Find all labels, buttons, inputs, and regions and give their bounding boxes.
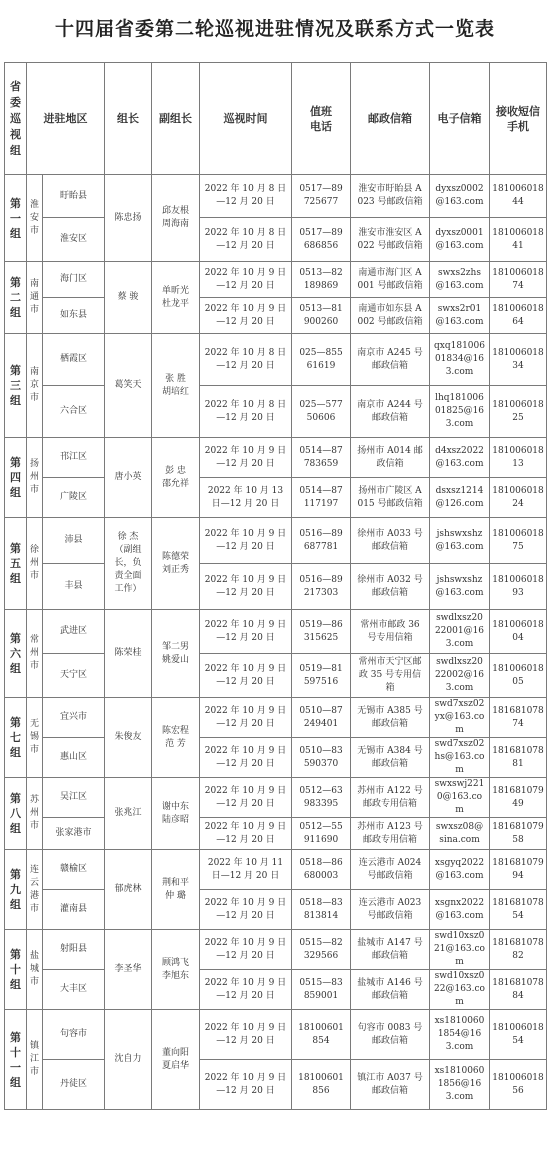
group-leader: 陈荣桂 — [105, 610, 152, 698]
inspection-period: 2022 年 10 月 13 日—12 月 20 日 — [200, 478, 292, 518]
city-name: 镇江市 — [27, 1010, 43, 1110]
group-leader: 张兆江 — [105, 778, 152, 850]
group-leader: 葛笑天 — [105, 334, 152, 438]
group-name: 第五组 — [5, 518, 27, 610]
postbox: 南通市海门区 A001 号邮政信箱 — [351, 262, 430, 298]
duty-phone: 0519—81597516 — [292, 654, 351, 698]
postbox: 连云港市 A024 号邮政信箱 — [351, 850, 430, 890]
email-address: lhq18100601825@163.com — [430, 386, 490, 438]
district-name: 盱眙县 — [43, 175, 105, 218]
postbox: 连云港市 A023 号邮政信箱 — [351, 890, 430, 930]
duty-phone: 0515—83859001 — [292, 970, 351, 1010]
table-row — [5, 518, 547, 564]
header-postbox: 邮政信箱 — [351, 63, 430, 175]
duty-phone: 0512—55911690 — [292, 818, 351, 850]
sms-phone: 18100601874 — [490, 262, 547, 298]
duty-phone: 0516—89687781 — [292, 518, 351, 564]
sms-phone: 18100601844 — [490, 175, 547, 218]
sms-phone: 18168107994 — [490, 850, 547, 890]
header-group: 省委巡视组 — [5, 63, 27, 175]
deputy-leaders: 邹二男 姚爱山 — [152, 610, 200, 698]
email-address: swxswj2210@163.com — [430, 778, 490, 818]
district-name: 宜兴市 — [43, 698, 105, 738]
inspection-period: 2022 年 10 月 9 日—12 月 20 日 — [200, 970, 292, 1010]
table-row — [5, 262, 547, 298]
inspection-period: 2022 年 10 月 9 日—12 月 20 日 — [200, 610, 292, 654]
postbox: 徐州市 A032 号邮政信箱 — [351, 564, 430, 610]
sms-phone: 18100601864 — [490, 298, 547, 334]
district-name: 句容市 — [43, 1010, 105, 1060]
inspection-period: 2022 年 10 月 11 日—12 月 20 日 — [200, 850, 292, 890]
inspection-period: 2022 年 10 月 9 日—12 月 20 日 — [200, 818, 292, 850]
postbox: 苏州市 A122 号邮政专用信箱 — [351, 778, 430, 818]
table-row — [5, 386, 547, 438]
inspection-period: 2022 年 10 月 9 日—12 月 20 日 — [200, 438, 292, 478]
postbox: 南通市如东县 A002 号邮政信箱 — [351, 298, 430, 334]
table-row — [5, 698, 547, 738]
city-name: 南通市 — [27, 262, 43, 334]
contact-table — [4, 62, 547, 1110]
email-address: jshswxshz@163.com — [430, 564, 490, 610]
inspection-period: 2022 年 10 月 9 日—12 月 20 日 — [200, 262, 292, 298]
email-address: swd10xsz022@163.com — [430, 970, 490, 1010]
postbox: 镇江市 A037 号邮政信箱 — [351, 1060, 430, 1110]
duty-phone: 0517—89725677 — [292, 175, 351, 218]
deputy-leaders: 荆和平 仲 璐 — [152, 850, 200, 930]
city-name: 无锡市 — [27, 698, 43, 778]
email-address: swxs2zhs@163.com — [430, 262, 490, 298]
group-name: 第三组 — [5, 334, 27, 438]
inspection-period: 2022 年 10 月 8 日—12 月 20 日 — [200, 218, 292, 262]
district-name: 栖霞区 — [43, 334, 105, 386]
table-row — [5, 890, 547, 930]
city-name: 徐州市 — [27, 518, 43, 610]
group-leader: 李圣华 — [105, 930, 152, 1010]
table-row — [5, 298, 547, 334]
duty-phone: 025—85561619 — [292, 334, 351, 386]
duty-phone: 0513—81900260 — [292, 298, 351, 334]
header-region: 进驻地区 — [27, 63, 105, 175]
postbox: 扬州市广陵区 A015 号邮政信箱 — [351, 478, 430, 518]
header-duty-phone: 值班电话 — [292, 63, 351, 175]
email-address: swd7xsz02hs@163.com — [430, 738, 490, 778]
district-name: 射阳县 — [43, 930, 105, 970]
group-leader: 郁虎林 — [105, 850, 152, 930]
email-address: xsgnx2022@163.com — [430, 890, 490, 930]
email-address: swxs2r01@163.com — [430, 298, 490, 334]
sms-phone: 18100601804 — [490, 610, 547, 654]
postbox: 常州市邮政 36 号专用信箱 — [351, 610, 430, 654]
sms-phone: 18100601834 — [490, 334, 547, 386]
table-row — [5, 1010, 547, 1060]
district-name: 大丰区 — [43, 970, 105, 1010]
district-name: 海门区 — [43, 262, 105, 298]
district-name: 惠山区 — [43, 738, 105, 778]
duty-phone: 0512—63983395 — [292, 778, 351, 818]
group-leader: 蔡 骏 — [105, 262, 152, 334]
sms-phone: 18100601893 — [490, 564, 547, 610]
email-address: jshswxshz@163.com — [430, 518, 490, 564]
inspection-period: 2022 年 10 月 9 日—12 月 20 日 — [200, 778, 292, 818]
district-name: 沛县 — [43, 518, 105, 564]
district-name: 天宁区 — [43, 654, 105, 698]
table-row — [5, 218, 547, 262]
email-address: swdlxsz2022001@163.com — [430, 610, 490, 654]
inspection-period: 2022 年 10 月 8 日—12 月 20 日 — [200, 386, 292, 438]
duty-phone: 0518—83813814 — [292, 890, 351, 930]
district-name: 吴江区 — [43, 778, 105, 818]
table-row — [5, 930, 547, 970]
district-name: 丹徒区 — [43, 1060, 105, 1110]
postbox: 盐城市 A146 号邮政信箱 — [351, 970, 430, 1010]
duty-phone: 18100601856 — [292, 1060, 351, 1110]
header-period: 巡视时间 — [200, 63, 292, 175]
city-name: 常州市 — [27, 610, 43, 698]
sms-phone: 18100601813 — [490, 438, 547, 478]
group-leader: 徐 杰（副组长，负责全面工作） — [105, 518, 152, 610]
table-row — [5, 175, 547, 218]
district-name: 丰县 — [43, 564, 105, 610]
postbox: 南京市 A244 号邮政信箱 — [351, 386, 430, 438]
group-name: 第十一组 — [5, 1010, 27, 1110]
district-name: 张家港市 — [43, 818, 105, 850]
city-name: 苏州市 — [27, 778, 43, 850]
sms-phone: 18100601841 — [490, 218, 547, 262]
table-row — [5, 1060, 547, 1110]
postbox: 苏州市 A123 号邮政专用信箱 — [351, 818, 430, 850]
header-sms: 接收短信手机 — [490, 63, 547, 175]
group-name: 第六组 — [5, 610, 27, 698]
inspection-period: 2022 年 10 月 9 日—12 月 20 日 — [200, 890, 292, 930]
inspection-period: 2022 年 10 月 8 日—12 月 20 日 — [200, 334, 292, 386]
header-row — [5, 63, 547, 175]
deputy-leaders: 张 胜 胡培红 — [152, 334, 200, 438]
inspection-period: 2022 年 10 月 9 日—12 月 20 日 — [200, 738, 292, 778]
table-row — [5, 438, 547, 478]
duty-phone: 0515—82329566 — [292, 930, 351, 970]
postbox: 常州市天宁区邮政 35 号专用信箱 — [351, 654, 430, 698]
district-name: 广陵区 — [43, 478, 105, 518]
duty-phone: 0518—86680003 — [292, 850, 351, 890]
inspection-period: 2022 年 10 月 9 日—12 月 20 日 — [200, 518, 292, 564]
district-name: 六合区 — [43, 386, 105, 438]
district-name: 邗江区 — [43, 438, 105, 478]
duty-phone: 0517—89686856 — [292, 218, 351, 262]
deputy-leaders: 彭 忠 邵允祥 — [152, 438, 200, 518]
group-name: 第四组 — [5, 438, 27, 518]
sms-phone: 18100601824 — [490, 478, 547, 518]
duty-phone: 0510—83590370 — [292, 738, 351, 778]
group-leader: 唐小英 — [105, 438, 152, 518]
city-name: 扬州市 — [27, 438, 43, 518]
group-leader: 朱俊友 — [105, 698, 152, 778]
table-row — [5, 334, 547, 386]
group-name: 第七组 — [5, 698, 27, 778]
postbox: 淮安市盱眙县 A023 号邮政信箱 — [351, 175, 430, 218]
inspection-period: 2022 年 10 月 9 日—12 月 20 日 — [200, 298, 292, 334]
duty-phone: 0514—87117197 — [292, 478, 351, 518]
postbox: 无锡市 A384 号邮政信箱 — [351, 738, 430, 778]
table-row — [5, 778, 547, 818]
email-address: d4xsz2022@163.com — [430, 438, 490, 478]
postbox: 扬州市 A014 邮政信箱 — [351, 438, 430, 478]
email-address: dyxsz0001@163.com — [430, 218, 490, 262]
email-address: dyxsz0002@163.com — [430, 175, 490, 218]
postbox: 无锡市 A385 号邮政信箱 — [351, 698, 430, 738]
deputy-leaders: 邱友根 周海南 — [152, 175, 200, 262]
duty-phone: 0513—82189869 — [292, 262, 351, 298]
table-row — [5, 654, 547, 698]
table-row — [5, 564, 547, 610]
email-address: xsgyq2022@163.com — [430, 850, 490, 890]
group-leader: 沈自力 — [105, 1010, 152, 1110]
sms-phone: 18168107958 — [490, 818, 547, 850]
inspection-period: 2022 年 10 月 9 日—12 月 20 日 — [200, 564, 292, 610]
group-name: 第十组 — [5, 930, 27, 1010]
inspection-period: 2022 年 10 月 8 日—12 月 20 日 — [200, 175, 292, 218]
sms-phone: 18168107854 — [490, 890, 547, 930]
district-name: 武进区 — [43, 610, 105, 654]
group-leader: 陈忠扬 — [105, 175, 152, 262]
table-row — [5, 478, 547, 518]
postbox: 南京市 A245 号邮政信箱 — [351, 334, 430, 386]
page-title: 十四届省委第二轮巡视进驻情况及联系方式一览表 — [54, 18, 495, 40]
inspection-period: 2022 年 10 月 9 日—12 月 20 日 — [200, 1060, 292, 1110]
table-row — [5, 738, 547, 778]
city-name: 南京市 — [27, 334, 43, 438]
sms-phone: 18100601875 — [490, 518, 547, 564]
group-name: 第一组 — [5, 175, 27, 262]
email-address: qxq18100601834@163.com — [430, 334, 490, 386]
city-name: 连云港市 — [27, 850, 43, 930]
email-address: xs18100601856@163.com — [430, 1060, 490, 1110]
postbox: 句容市 0083 号邮政信箱 — [351, 1010, 430, 1060]
header-email: 电子信箱 — [430, 63, 490, 175]
group-name: 第二组 — [5, 262, 27, 334]
header-leader: 组长 — [105, 63, 152, 175]
deputy-leaders: 顾鸿飞 李旭东 — [152, 930, 200, 1010]
sms-phone: 18168107884 — [490, 970, 547, 1010]
sms-phone: 18100601805 — [490, 654, 547, 698]
email-address: xs18100601854@163.com — [430, 1010, 490, 1060]
postbox: 徐州市 A033 号邮政信箱 — [351, 518, 430, 564]
sms-phone: 18168107949 — [490, 778, 547, 818]
deputy-leaders: 谢中东 陆彦昭 — [152, 778, 200, 850]
sms-phone: 18100601854 — [490, 1010, 547, 1060]
deputy-leaders: 董向阳 夏启华 — [152, 1010, 200, 1110]
group-name: 第八组 — [5, 778, 27, 850]
inspection-period: 2022 年 10 月 9 日—12 月 20 日 — [200, 654, 292, 698]
deputy-leaders: 单昕光 杜龙平 — [152, 262, 200, 334]
email-address: swxsz08@sina.com — [430, 818, 490, 850]
district-name: 淮安区 — [43, 218, 105, 262]
table-row — [5, 850, 547, 890]
duty-phone: 0510—87249401 — [292, 698, 351, 738]
postbox: 盐城市 A147 号邮政信箱 — [351, 930, 430, 970]
deputy-leaders: 陈德荣 刘正秀 — [152, 518, 200, 610]
district-name: 灌南县 — [43, 890, 105, 930]
city-name: 盐城市 — [27, 930, 43, 1010]
email-address: swdlxsz2022002@163.com — [430, 654, 490, 698]
duty-phone: 0519—86315625 — [292, 610, 351, 654]
email-address: dsxsz1214@126.com — [430, 478, 490, 518]
sms-phone: 18100601825 — [490, 386, 547, 438]
email-address: swd10xsz021@163.com — [430, 930, 490, 970]
group-name: 第九组 — [5, 850, 27, 930]
sms-phone: 18100601856 — [490, 1060, 547, 1110]
header-deputy: 副组长 — [152, 63, 200, 175]
sms-phone: 18168107881 — [490, 738, 547, 778]
district-name: 如东县 — [43, 298, 105, 334]
table-row — [5, 610, 547, 654]
inspection-period: 2022 年 10 月 9 日—12 月 20 日 — [200, 1010, 292, 1060]
duty-phone: 0514—87783659 — [292, 438, 351, 478]
district-name: 赣榆区 — [43, 850, 105, 890]
duty-phone: 0516—89217303 — [292, 564, 351, 610]
inspection-period: 2022 年 10 月 9 日—12 月 20 日 — [200, 698, 292, 738]
inspection-period: 2022 年 10 月 9 日—12 月 20 日 — [200, 930, 292, 970]
table-row — [5, 970, 547, 1010]
email-address: swd7xsz02yx@163.com — [430, 698, 490, 738]
postbox: 淮安市淮安区 A022 号邮政信箱 — [351, 218, 430, 262]
deputy-leaders: 陈宏程 范 芳 — [152, 698, 200, 778]
sms-phone: 18168107874 — [490, 698, 547, 738]
duty-phone: 18100601854 — [292, 1010, 351, 1060]
table-row — [5, 818, 547, 850]
city-name: 淮安市 — [27, 175, 43, 262]
sms-phone: 18168107882 — [490, 930, 547, 970]
duty-phone: 025—57750606 — [292, 386, 351, 438]
